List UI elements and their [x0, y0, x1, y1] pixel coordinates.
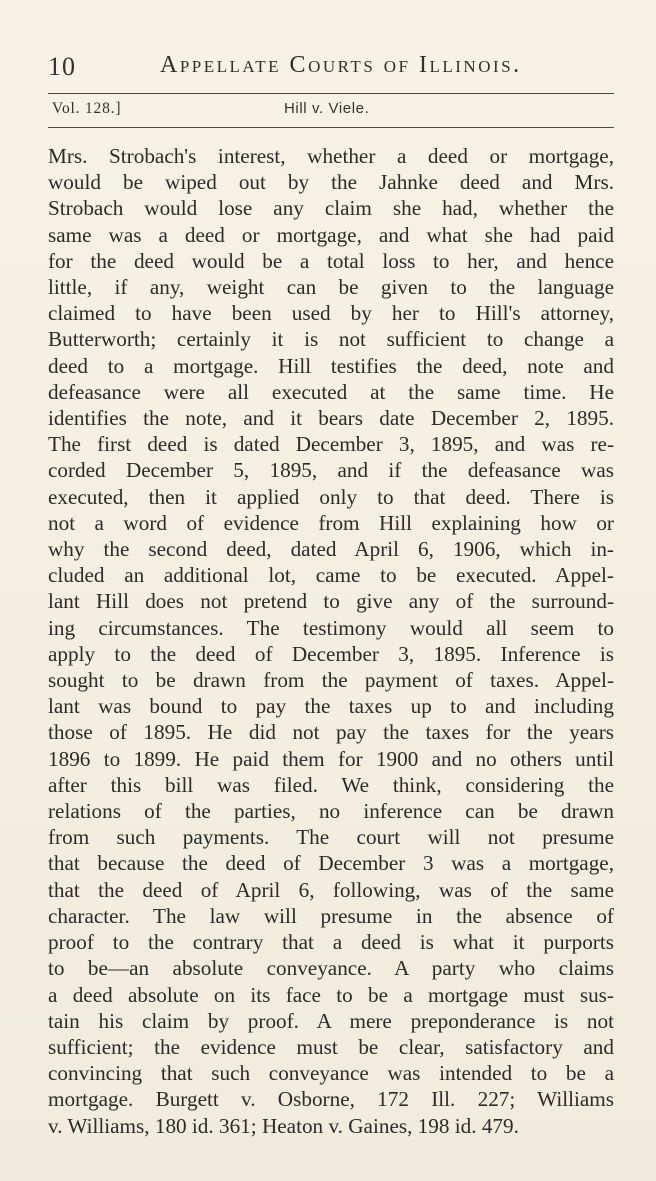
text-line: identifies the note, and it bears date December 2, 1895.	[48, 406, 614, 431]
text-line: Butterworth; certainly it is not sufficient to change a	[48, 327, 614, 352]
text-line: executed, then it applied only to that deed. There is	[48, 484, 614, 509]
text-line: lant Hill does not pretend to give any of the surround-	[48, 589, 614, 614]
text-line: tain his claim by proof. A mere preponderance is not	[48, 1008, 614, 1033]
text-line: defeasance were all executed at the same time. He	[48, 379, 614, 404]
text-line: convincing that such conveyance was intended to be a	[48, 1061, 614, 1086]
volume-label: Vol. 128.]	[52, 100, 122, 117]
case-subheader	[52, 100, 612, 122]
text-line: apply to the deed of December 3, 1895. Inference is	[48, 641, 614, 666]
header-rule-top	[48, 93, 614, 94]
text-line: lant was bound to pay the taxes up to and including	[48, 694, 614, 719]
text-line: deed to a mortgage. Hill testifies the deed, note and	[48, 353, 614, 378]
text-line: after this bill was filed. We think, considering the	[48, 772, 614, 797]
text-line: that because the deed of December 3 was a mortgage,	[48, 851, 614, 876]
text-line: character. The law will presume in the absence of	[48, 903, 614, 928]
text-line: mortgage. Burgett v. Osborne, 172 Ill. 227; Williams	[48, 1087, 614, 1112]
text-line: that the deed of April 6, following, was of the same	[48, 877, 614, 902]
running-title: Appellate Courts of Illinois.	[160, 52, 522, 78]
text-line: sufficient; the evidence must be clear, satisfactory and	[48, 1034, 614, 1059]
opinion-text	[48, 143, 614, 1139]
text-line: to be—an absolute conveyance. A party who claims	[48, 956, 614, 981]
header-rule-bottom	[48, 127, 614, 128]
text-line: little, if any, weight can be given to the language	[48, 275, 614, 300]
text-line: corded December 5, 1895, and if the defeasance was	[48, 458, 614, 483]
text-line: why the second deed, dated April 6, 1906, which in-	[48, 537, 614, 562]
text-line: cluded an additional lot, came to be executed. Appel-	[48, 563, 614, 588]
text-line: would be wiped out by the Jahnke deed and Mrs.	[48, 170, 614, 195]
text-line: claimed to have been used by her to Hill's attorney,	[48, 301, 614, 326]
text-line: v. Williams, 180 id. 361; Heaton v. Gaines, 198 id. 479.	[48, 1113, 519, 1138]
text-line: ing circumstances. The testimony would all seem to	[48, 615, 614, 640]
case-name: Hill v. Viele.	[284, 100, 370, 117]
text-line: for the deed would be a total loss to her, and hence	[48, 248, 614, 273]
text-line: sought to be drawn from the payment of taxes. Appel-	[48, 668, 614, 693]
text-line: not a word of evidence from Hill explaining how or	[48, 510, 614, 535]
text-line: 1896 to 1899. He paid them for 1900 and no others until	[48, 746, 614, 771]
text-line: those of 1895. He did not pay the taxes for the years	[48, 720, 614, 745]
text-line: The first deed is dated December 3, 1895, and was re-	[48, 432, 614, 457]
text-line: proof to the contrary that a deed is what it purports	[48, 930, 614, 955]
text-line: a deed absolute on its face to be a mortgage must sus-	[48, 982, 614, 1007]
text-line: same was a deed or mortgage, and what she had paid	[48, 222, 614, 247]
page-number: 10	[48, 52, 76, 81]
text-line: Strobach would lose any claim she had, whether the	[48, 196, 614, 221]
text-line: from such payments. The court will not presume	[48, 825, 614, 850]
text-line: Mrs. Strobach's interest, whether a deed or mortgage,	[48, 144, 614, 168]
text-line: relations of the parties, no inference can be drawn	[48, 799, 614, 824]
running-head	[48, 52, 614, 86]
